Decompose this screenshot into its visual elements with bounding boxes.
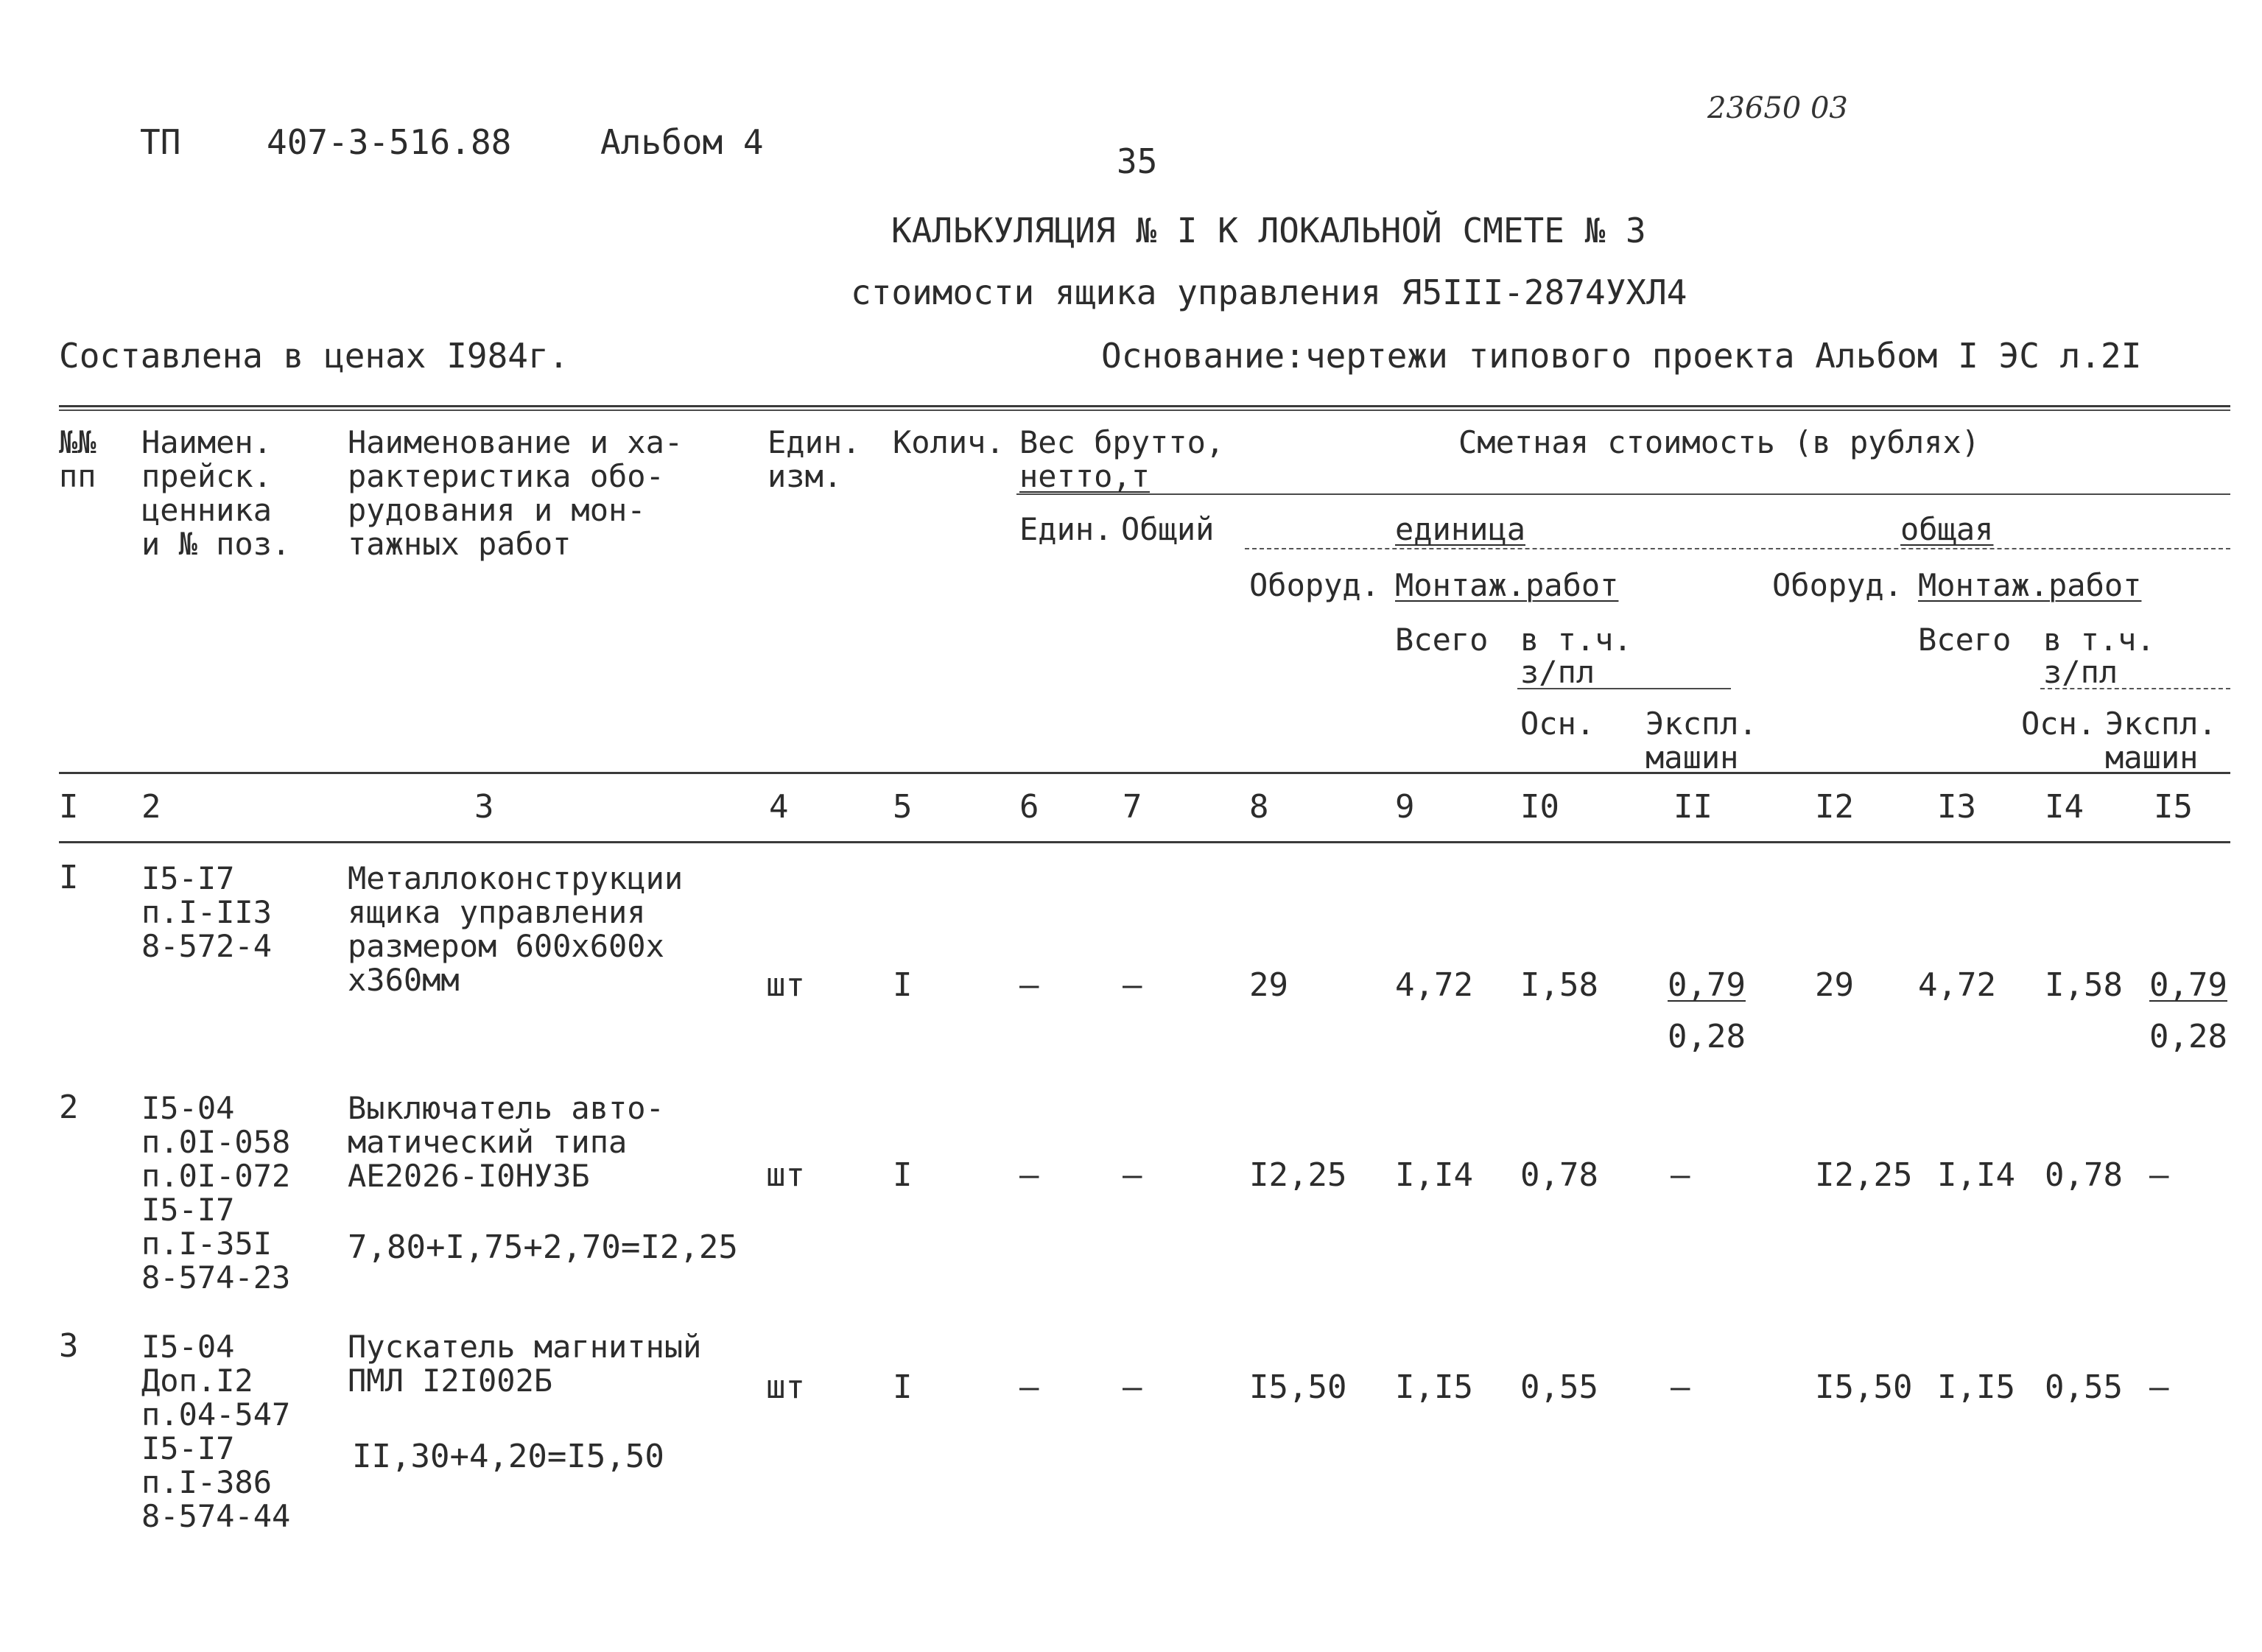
row2-no: 2 [59, 1089, 79, 1126]
colnum-11: II [1673, 788, 1713, 826]
row3-qty: I [893, 1368, 913, 1406]
header-incl-total: в т.ч. [2043, 622, 2155, 658]
row3-wages-unit: 0,55 [1520, 1368, 1598, 1406]
row3-name: Пускатель магнитный ПМЛ I2I002Б [348, 1329, 702, 1399]
header-equip-unit: Оборуд. [1249, 567, 1380, 603]
row1-machine-wages-total: 0,28 [2149, 1018, 2227, 1055]
row2-weight-unit: – [1019, 1156, 1039, 1194]
header-unit-group: единица [1395, 511, 1526, 547]
row3-unit: шт [766, 1368, 805, 1406]
row1-qty: I [893, 966, 913, 1004]
row1-machine-wages-unit: 0,28 [1668, 1018, 1746, 1055]
header-all-total: Всего [1918, 622, 2012, 658]
header-unit: Един. изм. [768, 424, 861, 494]
colnum-3: 3 [474, 788, 494, 826]
colnum-10: I0 [1520, 788, 1559, 826]
header-install-unit: Монтаж.работ [1395, 567, 1619, 603]
header-total-group: общая [1900, 511, 1994, 547]
colnum-7: 7 [1123, 788, 1142, 826]
header-weight-unit: Един. [1019, 511, 1113, 547]
row1-equip-unit: 29 [1249, 966, 1288, 1004]
row1-unit: шт [766, 966, 805, 1004]
header-weight-total: Общий [1121, 511, 1215, 547]
row1-name: Металлоконструкции ящика управления размером 600х600х х360мм [348, 860, 684, 998]
colnum-5: 5 [893, 788, 913, 826]
row1-install-unit: 4,72 [1395, 966, 1473, 1004]
header-weight: Вес брутто, [1019, 424, 1225, 460]
row2-equip-unit: I2,25 [1249, 1156, 1347, 1194]
prices-note: Составлена в ценах I984г. [59, 336, 569, 376]
row1-weight-unit: – [1019, 966, 1039, 1004]
colnum-4: 4 [769, 788, 789, 826]
row3-machine-total: – [2149, 1368, 2169, 1406]
doc-code: ТП [140, 122, 181, 162]
row1-equip-total: 29 [1815, 966, 1854, 1004]
document-title: КАЛЬКУЛЯЦИЯ № I К ЛОКАЛЬНОЙ СМЕТЕ № 3 [891, 211, 1646, 250]
basis-note: Основание:чертежи типового проекта Альбом I ЭС л.2I [1101, 336, 2142, 376]
header-weight-netto: нетто,т [1019, 458, 1151, 494]
row2-machine-total: – [2149, 1156, 2169, 1194]
header-name: Наименование и ха- рактеристика обо- рудования и мон- тажных работ [348, 424, 684, 562]
header-basic-unit: Осн. [1520, 706, 1595, 742]
project-number: 407-3-516.88 [267, 122, 512, 162]
row1-install-total: 4,72 [1918, 966, 1996, 1004]
header-basic-total: Осн. [2021, 706, 2096, 742]
row2-install-unit: I,I4 [1395, 1156, 1473, 1194]
row2-machine-unit: – [1671, 1156, 1690, 1194]
row3-install-total: I,I5 [1937, 1368, 2015, 1406]
colnum-1: I [59, 788, 79, 826]
row1-wages-total: I,58 [2045, 966, 2123, 1004]
table-top-border [59, 405, 2230, 407]
row2-weight-total: – [1123, 1156, 1142, 1194]
row1-wages-unit: I,58 [1520, 966, 1598, 1004]
row3-wages-total: 0,55 [2045, 1368, 2123, 1406]
header-wages-unit: з/пл [1520, 654, 1595, 690]
row2-qty: I [893, 1156, 913, 1194]
album-label: Альбом 4 [600, 122, 764, 162]
header-incl-unit: в т.ч. [1520, 622, 1632, 658]
header-install-total: Монтаж.работ [1918, 567, 2142, 603]
colnum-12: I2 [1815, 788, 1854, 826]
colnum-13: I3 [1937, 788, 1976, 826]
header-qty: Колич. [893, 424, 1005, 460]
row2-install-total: I,I4 [1937, 1156, 2015, 1194]
row3-equip-unit: I5,50 [1249, 1368, 1347, 1406]
row3-formula: II,30+4,20=I5,50 [352, 1438, 664, 1475]
weight-rule [1016, 493, 2230, 495]
row3-pricelist: I5-04 Доп.I2 п.04-547 I5-I7 п.I-386 8-574-44 [141, 1329, 291, 1534]
row2-pricelist: I5-04 п.0I-058 п.0I-072 I5-I7 п.I-35I 8-574-23 [141, 1090, 291, 1296]
header-equip-total: Оборуд. [1772, 567, 1903, 603]
header-machine-unit: Экспл. машин [1645, 706, 1757, 776]
row2-formula: 7,80+I,75+2,70=I2,25 [348, 1229, 738, 1266]
row1-machine-total: 0,79 [2149, 966, 2227, 1004]
row2-wages-unit: 0,78 [1520, 1156, 1598, 1194]
colnum-6: 6 [1019, 788, 1039, 826]
colnum-14: I4 [2045, 788, 2084, 826]
colnum-9: 9 [1395, 788, 1415, 826]
row1-no: I [59, 859, 79, 896]
row1-weight-total: – [1123, 966, 1142, 1004]
colnum-15: I5 [2154, 788, 2193, 826]
header-wages-total: з/пл [2043, 654, 2118, 690]
cost-group-rule [1245, 548, 2230, 549]
handwritten-reference: 23650 03 [1707, 91, 1848, 125]
row1-pricelist: I5-I7 п.I-II3 8-572-4 [141, 860, 273, 964]
document-subtitle: стоимости ящика управления Я5III-2874УХЛ4 [851, 273, 1687, 312]
header-no: №№ пп [59, 424, 96, 494]
page-number: 35 [1117, 141, 1158, 181]
header-machine-total: Экспл. машин [2105, 706, 2217, 776]
row1-machine-unit: 0,79 [1668, 966, 1746, 1004]
row2-wages-total: 0,78 [2045, 1156, 2123, 1194]
colnum-2: 2 [141, 788, 161, 826]
header-all-unit: Всего [1395, 622, 1489, 658]
table-top-border-inner [59, 410, 2230, 411]
row3-weight-unit: – [1019, 1368, 1039, 1406]
row3-equip-total: I5,50 [1815, 1368, 1913, 1406]
row3-weight-total: – [1123, 1368, 1142, 1406]
row3-machine-unit: – [1671, 1368, 1690, 1406]
row3-no: 3 [59, 1327, 79, 1365]
row2-name: Выключатель авто- матический типа АЕ2026-I0НУ3Б [348, 1090, 664, 1194]
row2-unit: шт [766, 1156, 805, 1194]
header-pricelist: Наимен. прейск. ценника и № поз. [141, 424, 291, 562]
header-cost-title: Сметная стоимость (в рублях) [1458, 424, 1981, 460]
column-numbers-border [59, 841, 2230, 843]
row2-equip-total: I2,25 [1815, 1156, 1913, 1194]
header-bottom-border [59, 772, 2230, 774]
row3-install-unit: I,I5 [1395, 1368, 1473, 1406]
colnum-8: 8 [1249, 788, 1269, 826]
